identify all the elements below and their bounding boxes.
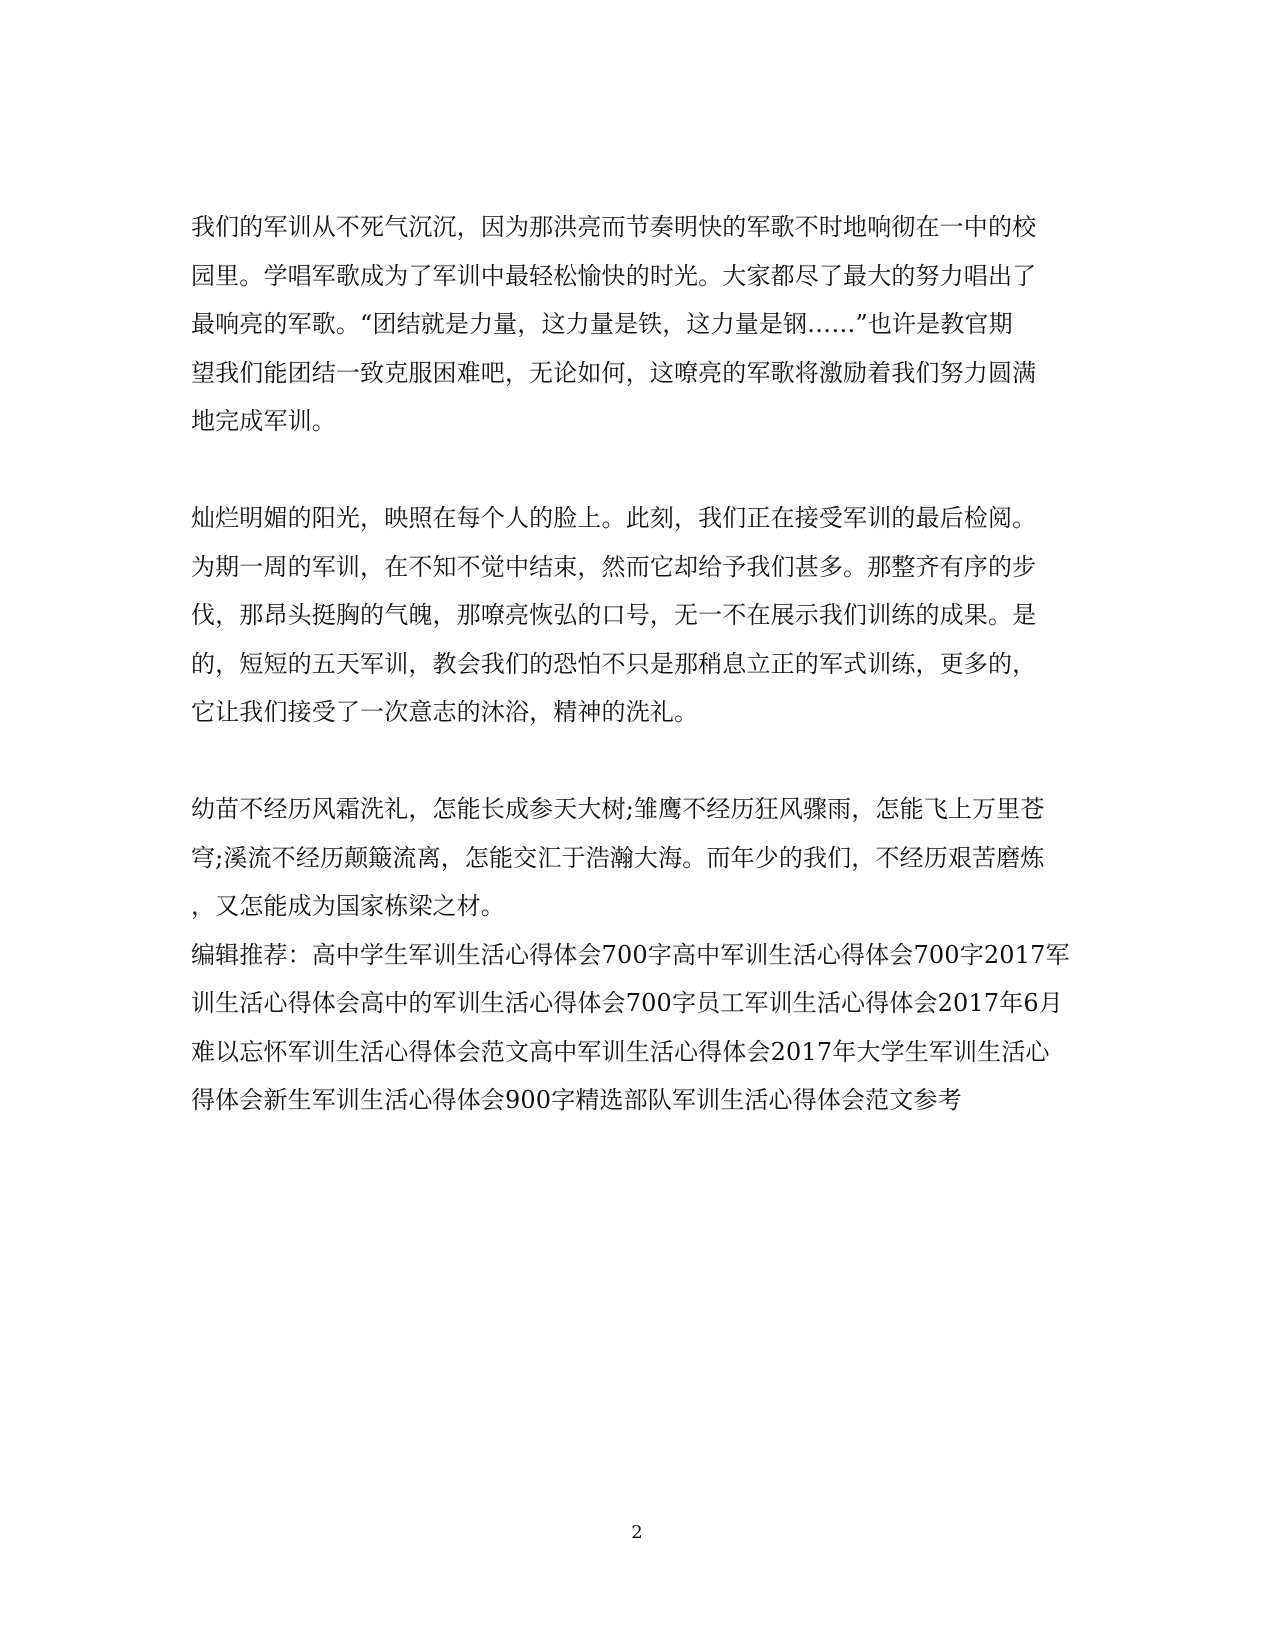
editor-recommendations: 编辑推荐：高中学生军训生活心得体会700字高中军训生活心得体会700字2017军 (191, 940, 1070, 969)
editor-recommendations: 训生活心得体会高中的军训生活心得体会700字员工军训生活心得体会2017年6月 (191, 989, 1064, 1017)
text-line: 我们的军训从不死气沉沉，因为那洪亮而节奏明快的军歌不时地响彻在一中的校 (191, 213, 1037, 241)
text-line: 穹;溪流不经历颠簸流离，怎能交汇于浩瀚大海。而年少的我们，不经历艰苦磨炼 (191, 843, 1045, 872)
document-body (191, 203, 1081, 1125)
paragraph-gap (191, 737, 1081, 786)
paragraph-gap (191, 446, 1081, 495)
text-line: 园里。学唱军歌成为了军训中最轻松愉快的时光。大家都尽了最大的努力唱出了 (191, 261, 1037, 290)
text-line: ，又怎能成为国家栋梁之材。 (191, 892, 505, 920)
text-line: 的，短短的五天军训，教会我们的恐怕不只是那稍息立正的军式训练，更多的， (191, 649, 1037, 678)
text-line: 灿烂明媚的阳光，映照在每个人的脸上。此刻，我们正在接受军训的最后检阅。 (191, 504, 1037, 532)
text-line: 最响亮的军歌。“团结就是力量，这力量是铁，这力量是钢……”也许是教官期 (191, 310, 1013, 338)
paragraph-final-review (191, 494, 1081, 737)
text-line: 为期一周的军训，在不知不觉中结束，然而它却给予我们甚多。那整齐有序的步 (191, 552, 1037, 581)
page-number: 2 (631, 1522, 643, 1543)
paragraph-military-songs (191, 203, 1081, 446)
text-line: 地完成军训。 (191, 407, 336, 435)
editor-recommendations: 得体会新生军训生活心得体会900字精选部队军训生活心得体会范文参考 (191, 1086, 962, 1114)
text-line: 幼苗不经历风霜洗礼，怎能长成参天大树;雏鹰不经历狂风骤雨，怎能飞上万里苍 (191, 795, 1045, 823)
text-line: 伐，那昂头挺胸的气魄，那嘹亮恢弘的口号，无一不在展示我们训练的成果。是 (191, 601, 1037, 629)
editor-recommendations: 难以忘怀军训生活心得体会范文高中军训生活心得体会2017年大学生军训生活心 (191, 1037, 1050, 1066)
paragraph-conclusion-and-recommendations (191, 785, 1081, 1125)
text-line: 望我们能团结一致克服困难吧，无论如何，这嘹亮的军歌将激励着我们努力圆满 (191, 358, 1037, 387)
text-line: 它让我们接受了一次意志的沐浴，精神的洗礼。 (191, 698, 699, 726)
